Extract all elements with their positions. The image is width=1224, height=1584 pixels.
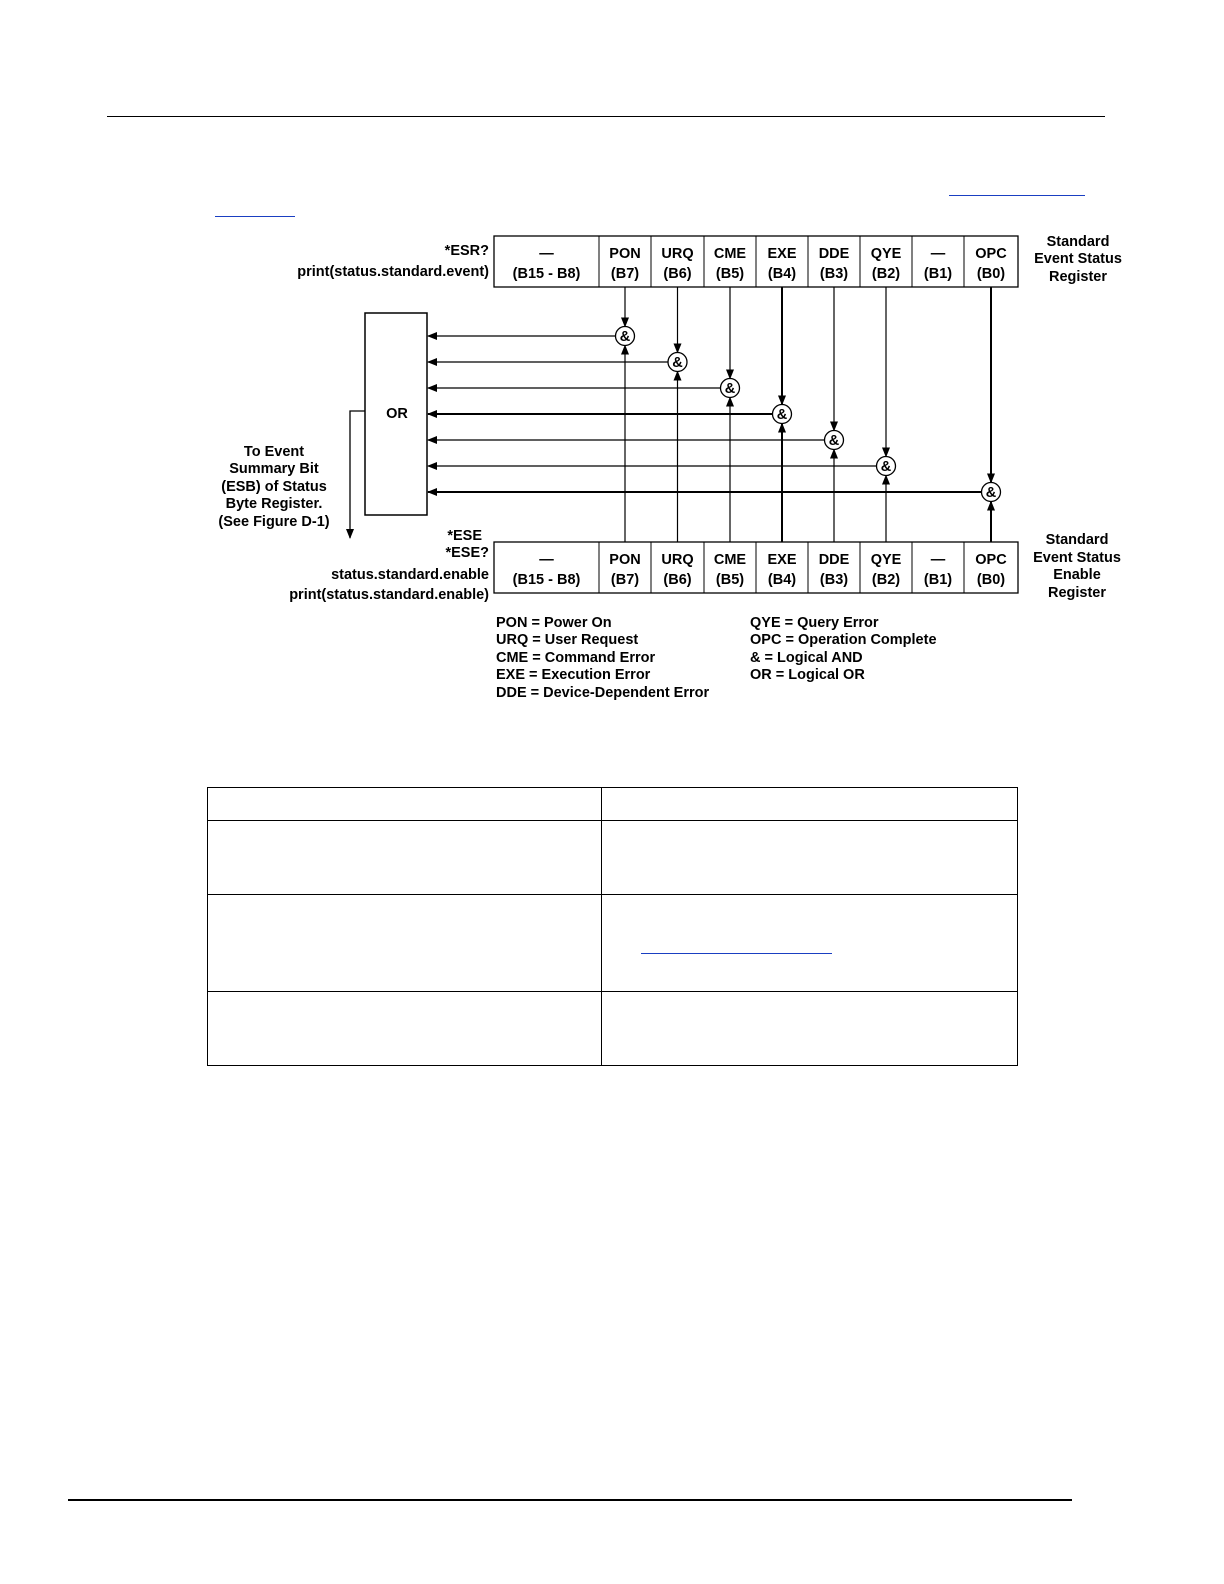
or-gate-label: OR <box>386 406 408 422</box>
table-row <box>208 821 1018 895</box>
esr-print-label: print(status.standard.event) <box>297 264 489 280</box>
event-register-bit-number: (B7) <box>610 266 640 282</box>
enable-register-bit-name: URQ <box>661 552 694 568</box>
event-register-bit-name: CME <box>713 246 747 262</box>
event-register-bit-number: (B4) <box>767 266 797 282</box>
enable-register-bit-name: CME <box>713 552 747 568</box>
table-cell <box>208 895 602 992</box>
enable-register-title-line-1: Standard <box>1045 532 1109 548</box>
esb-note-line-5: (See Figure D-1) <box>218 514 330 530</box>
standard-event-status-diagram <box>0 0 1224 780</box>
enable-register-title-line-4: Register <box>1047 585 1107 601</box>
legend-or: OR = Logical OR <box>750 667 865 683</box>
enable-register-bit-name: — <box>930 552 946 568</box>
event-register-bit-number: (B0) <box>976 266 1006 282</box>
legend-opc: OPC = Operation Complete <box>750 632 937 648</box>
esb-note-line-2: Summary Bit <box>229 461 319 477</box>
event-register-title-line-1: Standard <box>1046 234 1110 250</box>
esb-output-arrow <box>350 411 365 538</box>
table-cell <box>602 992 1018 1066</box>
event-register-bit-number: (B6) <box>663 266 692 282</box>
enable-register-bit-name: PON <box>609 552 641 568</box>
enable-register-bit-name: — <box>539 552 554 568</box>
enable-print-label: print(status.standard.enable) <box>289 587 489 603</box>
and-gate-symbol: & <box>619 329 631 345</box>
and-gate-symbol: & <box>724 381 736 397</box>
enable-register-bit-number: (B4) <box>767 572 797 588</box>
table-cell <box>602 821 1018 895</box>
table-link[interactable] <box>641 953 832 954</box>
enable-register-bit-number: (B1) <box>923 572 953 588</box>
legend-exe: EXE = Execution Error <box>496 667 651 683</box>
enable-register-bit-number: (B15 - B8) <box>512 572 581 588</box>
enable-register-bit-name: QYE <box>870 552 902 568</box>
event-register-bit-number: (B1) <box>923 266 953 282</box>
enable-register-bit-number: (B0) <box>976 572 1006 588</box>
event-register-bit-name: DDE <box>818 246 850 262</box>
table-cell <box>602 895 1018 992</box>
event-register-title-line-3: Register <box>1048 269 1108 285</box>
event-register-bit-name: EXE <box>767 246 797 262</box>
and-gate-symbol: & <box>672 355 683 371</box>
table-row <box>208 895 1018 992</box>
enable-register-bit-name: EXE <box>767 552 797 568</box>
enable-register-bit-name: DDE <box>818 552 850 568</box>
ese-command-label: *ESE <box>447 528 482 544</box>
legend-pon: PON = Power On <box>496 615 612 631</box>
ese-query-label: *ESE? <box>445 545 489 561</box>
event-register-bit-number: (B2) <box>871 266 901 282</box>
esb-note-line-3: (ESB) of Status <box>221 479 327 495</box>
enable-register-title-line-3: Enable <box>1053 567 1101 583</box>
legend-urq: URQ = User Request <box>496 632 639 648</box>
esr-query-label: *ESR? <box>444 243 489 259</box>
event-register-title-line-2: Event Status <box>1034 251 1122 267</box>
enable-register-bit-number: (B2) <box>871 572 901 588</box>
event-status-enable-register <box>494 542 1018 593</box>
info-table <box>207 787 1018 1066</box>
legend-cme: CME = Command Error <box>496 650 656 666</box>
legend-dde: DDE = Device-Dependent Error <box>496 685 710 701</box>
event-register-bit-name: — <box>539 246 554 262</box>
event-status-register <box>494 236 1018 287</box>
event-register-bit-name: PON <box>609 246 641 262</box>
and-gate-symbol: & <box>776 407 788 423</box>
event-register-bit-number: (B15 - B8) <box>512 266 581 282</box>
and-gate-symbol: & <box>880 459 892 475</box>
table-row <box>208 992 1018 1066</box>
table-header-row <box>208 788 1018 821</box>
and-gate-wiring <box>428 287 1001 542</box>
legend-qye: QYE = Query Error <box>750 615 879 631</box>
enable-register-bit-number: (B6) <box>663 572 692 588</box>
enable-register-bit-name: OPC <box>975 552 1007 568</box>
enable-register-bit-number: (B7) <box>610 572 640 588</box>
enable-attribute-label: status.standard.enable <box>331 567 489 583</box>
esb-note-line-1: To Event <box>243 444 305 460</box>
event-register-bit-name: OPC <box>975 246 1007 262</box>
table-cell <box>602 788 1018 821</box>
event-register-bit-name: QYE <box>870 246 902 262</box>
footer-rule <box>68 1499 1072 1501</box>
esb-note-line-4: Byte Register. <box>225 496 323 512</box>
table-cell <box>208 992 602 1066</box>
event-register-bit-number: (B5) <box>715 266 745 282</box>
enable-register-bit-number: (B3) <box>819 572 849 588</box>
table-cell <box>208 788 602 821</box>
event-register-bit-name: URQ <box>661 246 694 262</box>
event-register-bit-number: (B3) <box>819 266 849 282</box>
enable-register-title-line-2: Event Status <box>1033 550 1121 566</box>
and-gate-symbol: & <box>985 485 997 501</box>
event-register-bit-name: — <box>930 246 946 262</box>
legend-and: & = Logical AND <box>750 650 863 666</box>
and-gate-symbol: & <box>828 433 840 449</box>
enable-register-bit-number: (B5) <box>715 572 745 588</box>
table-cell <box>208 821 602 895</box>
